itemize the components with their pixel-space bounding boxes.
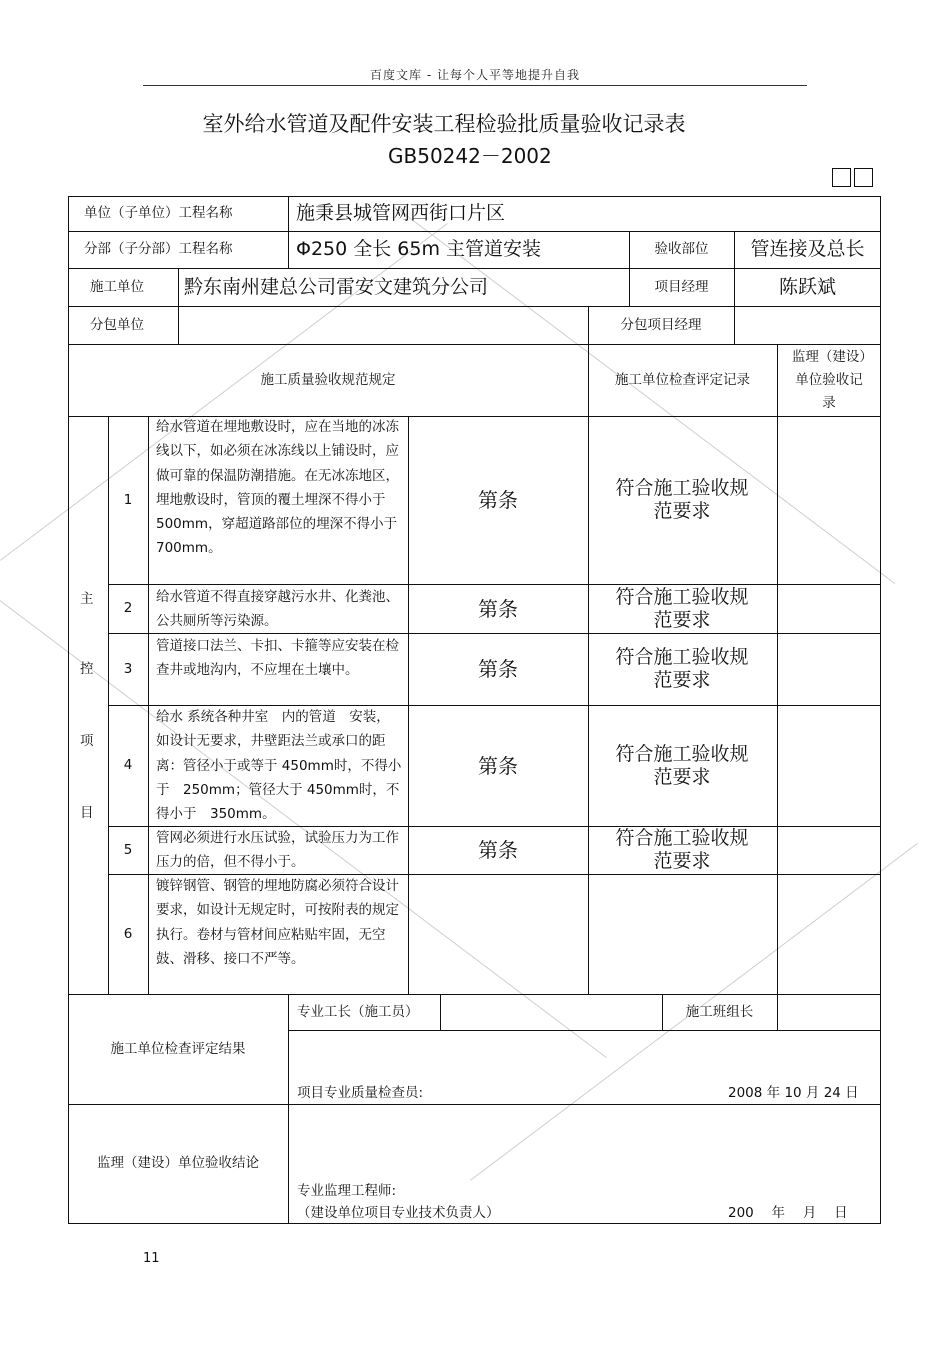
item-result-cell <box>598 826 766 874</box>
unit-project-value: 施秉县城管网西街口片区 <box>296 202 506 225</box>
sub-project-value: Φ250 全长 65m 主管道安装 <box>296 238 542 261</box>
section-label-char: 目 <box>80 805 94 821</box>
item-result-cell <box>598 633 766 705</box>
item-number: 2 <box>123 600 133 617</box>
checkbox-square <box>832 168 851 187</box>
item-clause: 第条 <box>478 657 518 681</box>
item-requirement: 管道接口法兰、卡扣、卡箍等应安装在检查井或地沟内，不应埋在土壤中。 <box>156 638 399 679</box>
item-number: 5 <box>123 841 133 858</box>
item-requirement: 给水管道不得直接穿越污水井、化粪池、公共厕所等污染源。 <box>156 589 399 630</box>
contractor-value: 黔东南州建总公司雷安文建筑分公司 <box>184 275 489 298</box>
item-requirement: 给水 系统各种井室 内的管道 安装，如设计无要求，井壁距法兰或承口的距离：管径小于或等于 450mm时，不得小于 250mm；管径大于 450mm时，不得小于 350mm。 <box>156 709 402 823</box>
section-label-char: 项 <box>80 733 94 749</box>
supervision-column-header: 监理（建设）单位验收记录 <box>791 348 867 411</box>
checkbox-square <box>854 168 873 187</box>
eval-column-header: 施工单位检查评定记录 <box>615 371 750 388</box>
quality-inspector-label: 项目专业质量检查员: <box>297 1084 424 1101</box>
item-result-cell <box>598 705 766 826</box>
item-clause: 第条 <box>478 488 518 512</box>
item-result: 符合施工验收规范要求 <box>615 585 749 631</box>
check-date: 2008 年 10 月 24 日 <box>728 1084 859 1101</box>
supervision-engineer-label: 专业监理工程师: <box>297 1182 397 1199</box>
section-label-char: 主 <box>80 591 94 607</box>
subcontractor-label: 分包单位 <box>90 316 144 333</box>
contractor-label: 施工单位 <box>90 278 144 295</box>
item-clause: 第条 <box>478 596 518 621</box>
item-clause: 第条 <box>478 753 518 778</box>
page-title: 室外给水管道及配件安装工程检验批质量验收记录表 <box>202 112 686 136</box>
supervision-conclusion-label: 监理（建设）单位验收结论 <box>97 1155 259 1172</box>
item-number: 1 <box>123 491 133 508</box>
item-requirement: 镀锌钢管、钢管的埋地防腐必须符合设计要求，如设计无规定时，可按附表的规定执行。卷材与管材间应粘贴牢固，无空鼓、滑移、接口不严等。 <box>156 878 399 967</box>
item-number: 4 <box>123 757 133 774</box>
item-clause: 第条 <box>478 838 518 862</box>
section-label-char: 控 <box>80 661 94 677</box>
acceptance-part-label: 验收部位 <box>654 241 709 258</box>
item-requirement: 给水管道在埋地敷设时，应在当地的冰冻线以下，如必须在冰冻线以上铺设时，应做可靠的保温防潮措施。在无冰冻地区，埋地敷设时，管顶的覆土埋深不得小于 500mm，穿超道路部位的埋深不得小于 700mm。 <box>156 419 399 557</box>
page-number: 11 <box>143 1251 160 1266</box>
check-result-label: 施工单位检查评定结果 <box>110 1040 246 1057</box>
project-manager-value: 陈跃斌 <box>778 275 836 298</box>
owner-tech-lead-label: （建设单位项目专业技术负责人） <box>297 1204 500 1221</box>
supervision-date: 200 年 月 日 <box>728 1204 848 1221</box>
item-result: 符合施工验收规范要求 <box>615 742 749 788</box>
unit-project-label: 单位（子单位）工程名称 <box>84 205 233 222</box>
item-number: 6 <box>123 925 133 942</box>
spec-column-header: 施工质量验收规范规定 <box>260 371 396 388</box>
item-result-cell <box>598 416 766 584</box>
item-result: 符合施工验收规范要求 <box>615 477 749 522</box>
sub-manager-label: 分包项目经理 <box>620 316 702 333</box>
project-manager-label: 项目经理 <box>654 278 709 295</box>
header-text: 百度文库 - 让每个人平等地提升自我 <box>370 68 580 82</box>
item-requirement: 管网必须进行水压试验，试验压力为工作压力的倍，但不得小于。 <box>156 830 399 871</box>
acceptance-part-value: 管连接及总长 <box>750 238 865 261</box>
sub-project-label: 分部（子分部）工程名称 <box>84 241 233 258</box>
item-result: 符合施工验收规范要求 <box>615 646 749 691</box>
header-rule <box>143 85 807 86</box>
item-result: 符合施工验收规范要求 <box>615 827 749 872</box>
foreman-label: 专业工长（施工员） <box>297 1003 419 1020</box>
team-leader-label: 施工班组长 <box>685 1003 754 1020</box>
item-result-cell <box>598 584 766 633</box>
item-number: 3 <box>123 660 133 677</box>
